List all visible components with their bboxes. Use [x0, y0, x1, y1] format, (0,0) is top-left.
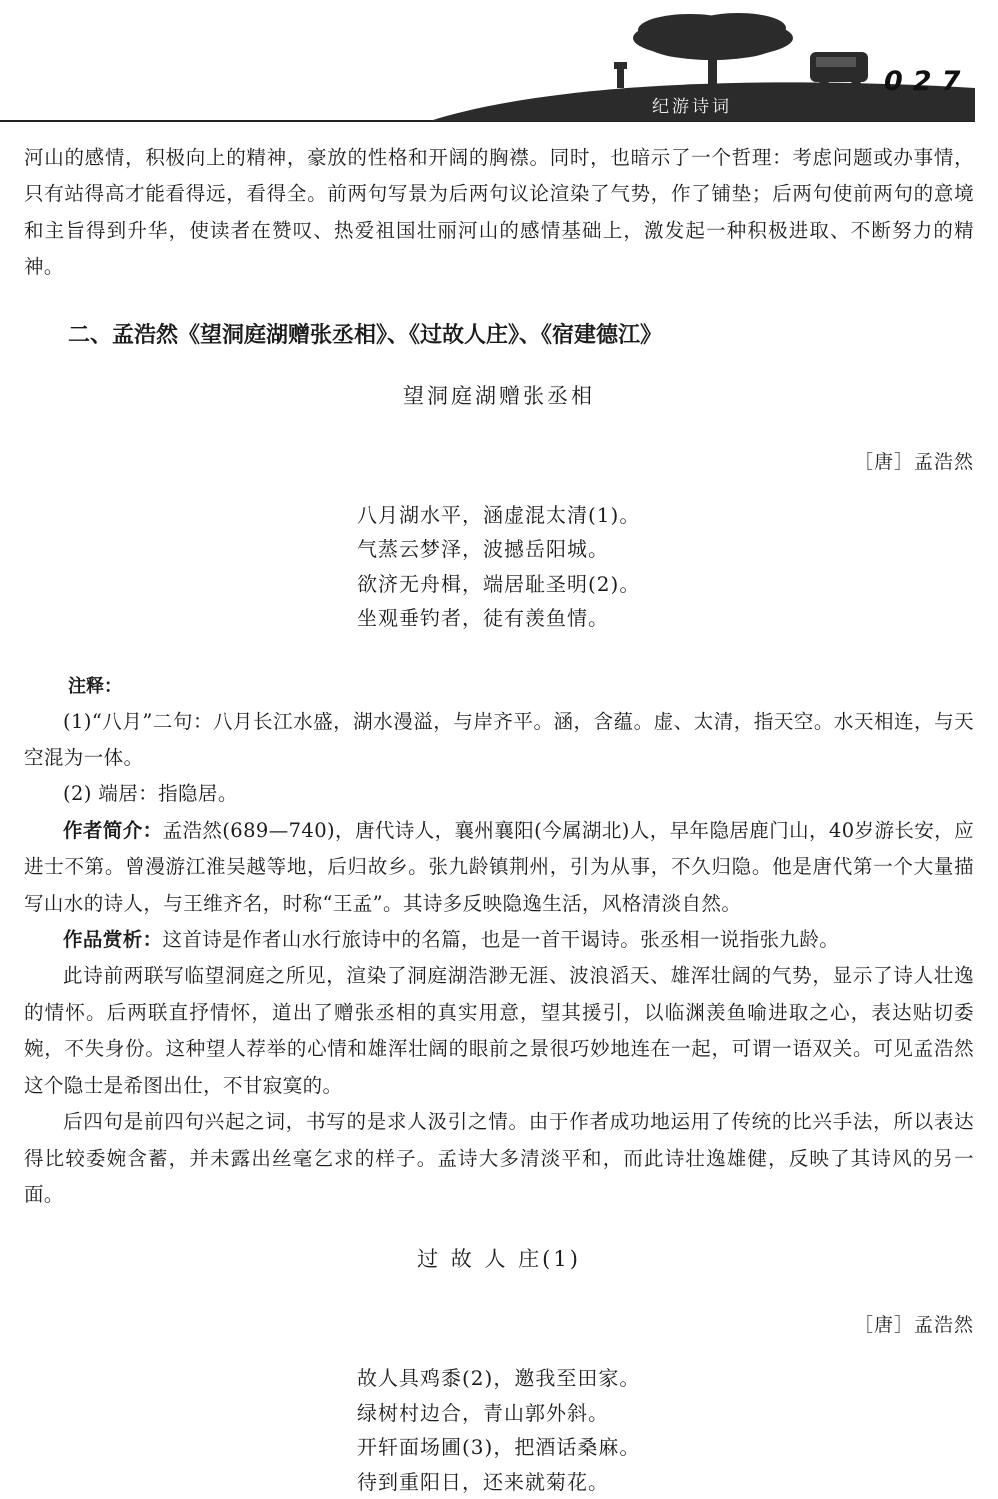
analysis-intro: [24, 922, 974, 958]
poem1-author: ［唐］孟浩然: [853, 450, 974, 473]
section-heading: 二、孟浩然《望洞庭湖赠张丞相》、《过故人庄》、《宿建德江》: [68, 322, 663, 348]
page-number: 027: [884, 66, 971, 97]
page-content: [24, 140, 974, 1499]
bio-text: 孟浩然(689—740)，唐代诗人，襄州襄阳(今属湖北)人，早年隐居鹿门山，40岁游长安，应进士不第。曾漫游江淮吴越等地，后归故乡。张九龄镇荆州，引为从事，不久归隐。他是唐代第一个大量描写山水的诗人，与王维齐名，时称“王孟”。其诗多反映隐逸生活，风格清淡自然。: [24, 818, 974, 915]
poem-line: 开轩面场圃(3)，把酒话桑麻。: [357, 1435, 641, 1460]
poem2-title: 过 故 人 庄(1): [417, 1247, 581, 1272]
author-bio: [24, 813, 974, 922]
analysis-label: 作品赏析：: [63, 928, 163, 952]
intro-paragraph: 河山的感情，积极向上的精神，豪放的性格和开阔的胸襟。同时，也暗示了一个哲理：考虑问题或办事情，只有站得高才能看得远，看得全。前两句写景为后两句议论渲染了气势，作了铺垫；后两句使前两句的意境和主旨得到升华，使读者在赞叹、热爱祖国壮丽河山的感情基础上，激发起一种积极进取、不断努力的精神。: [24, 146, 974, 279]
poem-line: 欲济无舟楫，端居耻圣明(2)。: [357, 571, 641, 596]
note-1: (1)“八月”二句：八月长江水盛，湖水漫溢，与岸齐平。涵，含蕴。虚、太清，指天空。水天相连，与天空混为一体。: [24, 709, 974, 770]
analysis-paragraph-2: 此诗前两联写临望洞庭之所见，渲染了洞庭湖浩渺无涯、波浪滔天、雄浑壮阔的气势，显示了诗人壮逸的情怀。后两联直抒情怀，道出了赠张丞相的真实用意，望其援引，以临渊羡鱼喻进取之心，表达贴切委婉，不失身份。这种望人荐举的心情和雄浑壮阔的眼前之景很巧妙地连在一起，可谓一语双关。可见孟浩然这个隐士是希图出仕，不甘寂寞的。: [24, 964, 974, 1097]
notes-heading: 注释：: [68, 675, 122, 697]
poem1-title: 望洞庭湖赠张丞相: [403, 383, 595, 408]
analysis-text: 这首诗是作者山水行旅诗中的名篇，也是一首干谒诗。张丞相一说指张九龄。: [162, 928, 840, 952]
poem-line: 八月湖水平，涵虚混太清(1)。: [357, 502, 641, 527]
note-2: (2) 端居：指隐居。: [63, 782, 238, 806]
poem-line: 坐观垂钓者，徒有羡鱼情。: [357, 606, 609, 631]
poem-line: 待到重阳日，还来就菊花。: [357, 1469, 609, 1494]
poem-line: 气蒸云梦泽，波撼岳阳城。: [357, 537, 609, 562]
page-header: [0, 0, 998, 125]
poem2-author: ［唐］孟浩然: [853, 1314, 974, 1337]
poem1-body: [357, 498, 974, 636]
poem-line: 绿树村边合，青山郭外斜。: [357, 1400, 609, 1425]
header-illustration: [0, 0, 998, 125]
poem2-body: [357, 1361, 974, 1499]
section-label: 纪游诗词: [652, 97, 732, 117]
poem-line: 故人具鸡黍(2)，邀我至田家。: [357, 1366, 641, 1391]
analysis-paragraph-3: 后四句是前四句兴起之词，书写的是求人汲引之情。由于作者成功地运用了传统的比兴手法，所以表达得比较委婉含蓄，并未露出丝毫乞求的样子。孟诗大多清淡平和，而此诗壮逸雄健，反映了其诗风的另一面。: [24, 1110, 974, 1206]
bio-label: 作者简介：: [63, 818, 163, 842]
